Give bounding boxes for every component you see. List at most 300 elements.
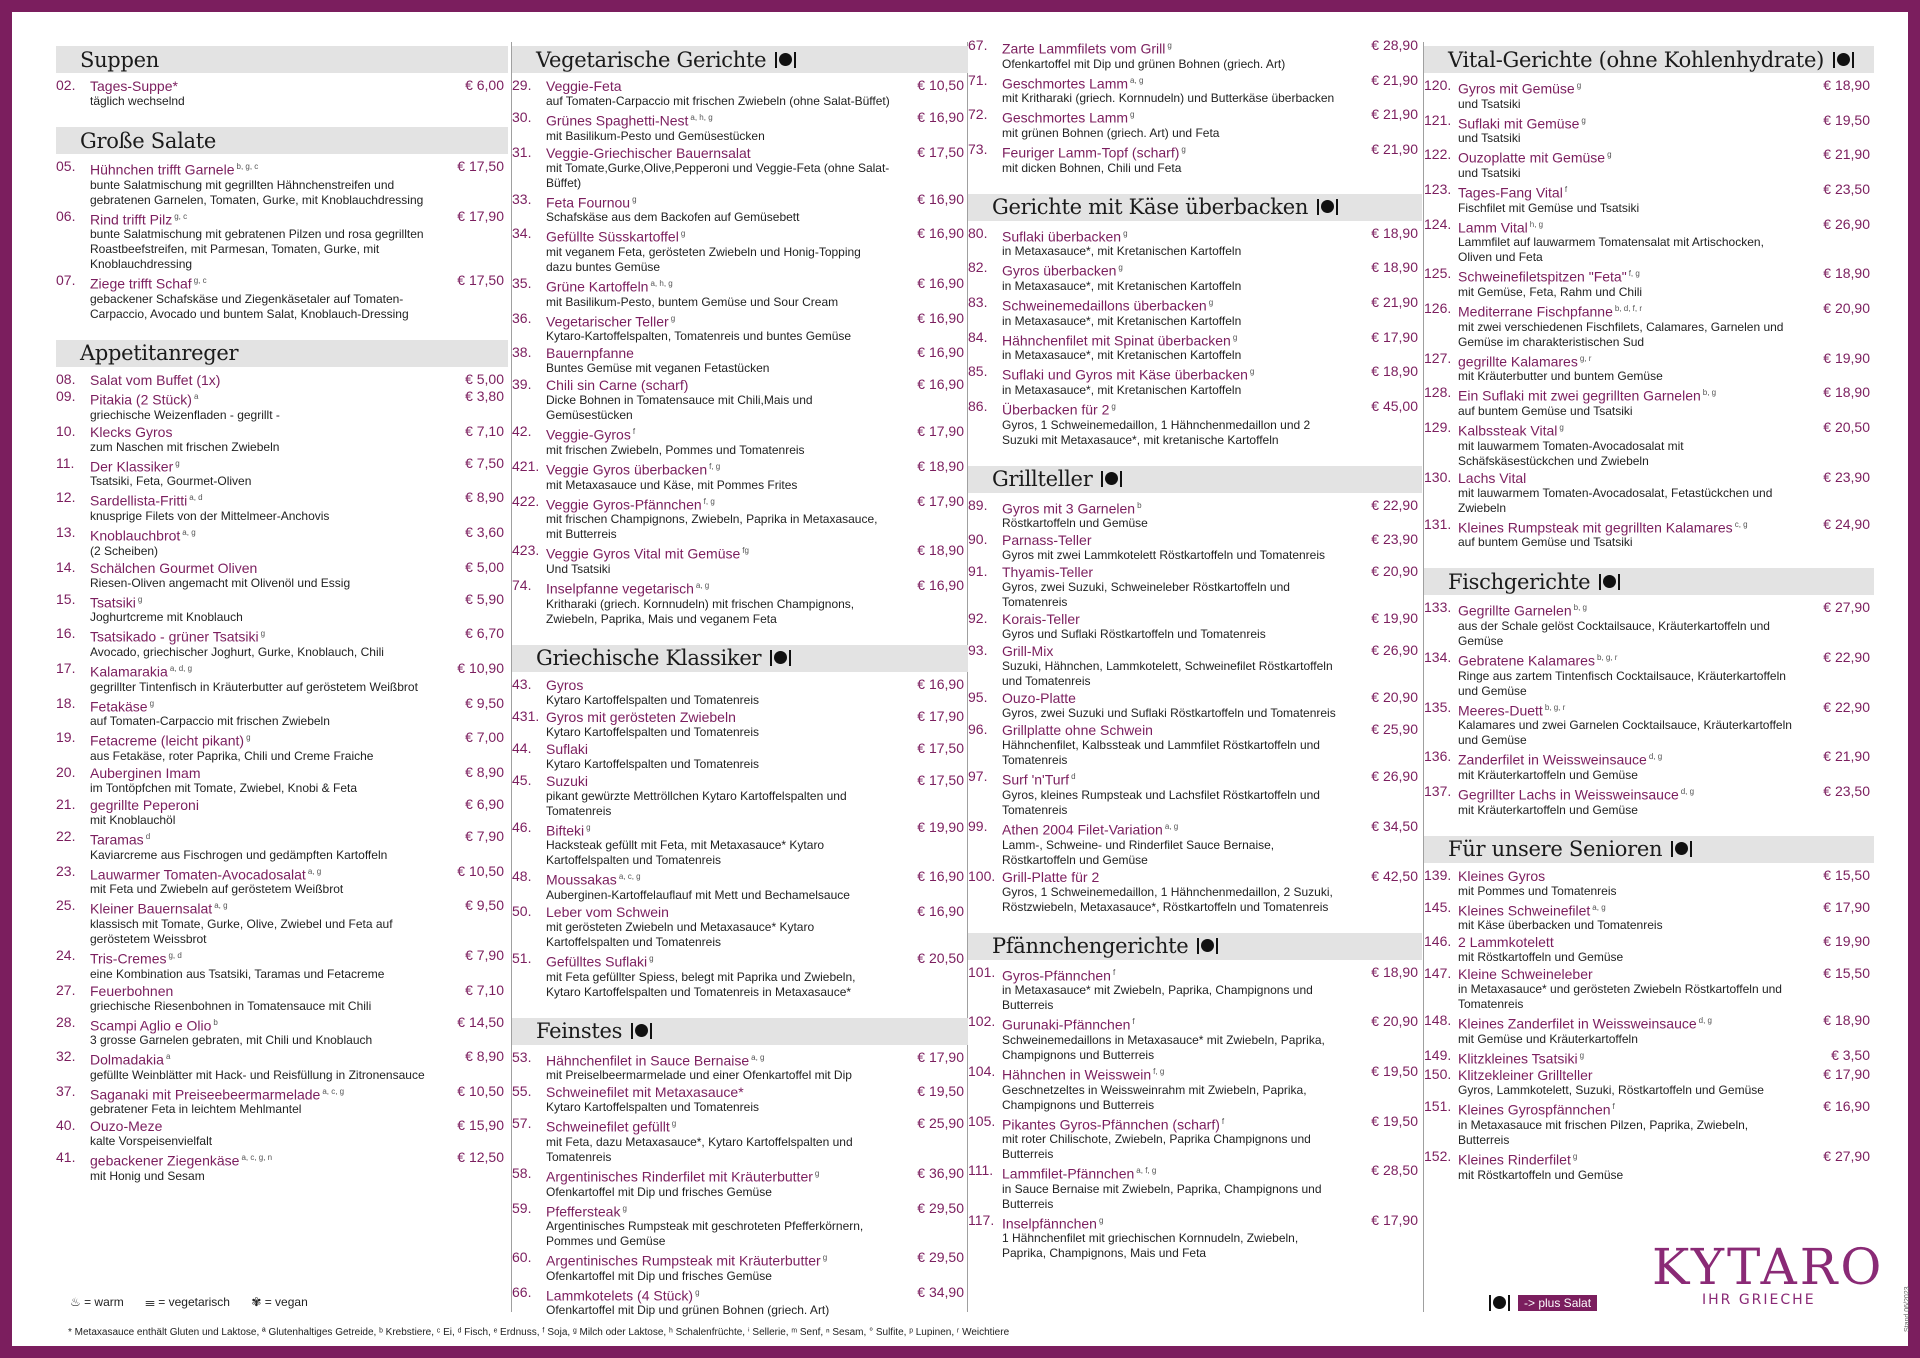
item-name-line xyxy=(546,741,890,757)
item-price: € 22,90 xyxy=(1823,648,1870,665)
item-body xyxy=(90,1049,430,1083)
item-number: 39. xyxy=(512,376,532,393)
item-name: Veggie-Feta xyxy=(546,78,622,94)
item-price: € 20,50 xyxy=(1823,418,1870,435)
plate-icon xyxy=(1832,51,1854,69)
item-number: 11. xyxy=(56,454,75,471)
item-description: in Metaxasauce*, mit Kretanischen Kartoffeln xyxy=(1002,382,1242,397)
section-header xyxy=(512,645,968,672)
menu-item xyxy=(56,525,508,559)
item-number: 139. xyxy=(1424,866,1452,883)
item-body xyxy=(546,377,890,423)
menu-item xyxy=(1424,900,1874,934)
allergen-marks: g xyxy=(1098,1215,1104,1225)
menu-item xyxy=(56,730,508,764)
item-number: 422. xyxy=(512,492,540,509)
menu-item xyxy=(56,424,508,455)
section-lamm xyxy=(968,38,1422,176)
item-name: Überbacken für 2 xyxy=(1002,401,1110,418)
plate-icon xyxy=(1196,937,1218,955)
item-body xyxy=(546,276,890,310)
item-price: € 20,90 xyxy=(1371,689,1418,706)
item-name-line xyxy=(90,159,430,178)
allergen-marks: g xyxy=(260,629,266,639)
allergen-marks: a xyxy=(165,1052,171,1062)
item-name-line xyxy=(90,273,430,292)
item-body xyxy=(546,741,890,772)
item-description: Avocado, griechischer Joghurt, Gurke, Knoblauch, Chili xyxy=(90,644,384,659)
allergen-marks: g xyxy=(1232,332,1238,342)
item-name: Inselpfännchen xyxy=(1002,1215,1097,1232)
item-description: mit Kräuterbutter und buntem Gemüse xyxy=(1458,369,1663,384)
item-number: 73. xyxy=(968,140,988,157)
menu-item xyxy=(968,73,1422,107)
item-price: € 10,50 xyxy=(457,1082,504,1099)
item-price: € 17,90 xyxy=(457,207,504,224)
item-number: 148. xyxy=(1424,1012,1452,1029)
allergen-marks: a, d xyxy=(189,493,203,503)
menu-item xyxy=(1424,217,1874,266)
item-body xyxy=(1458,700,1796,749)
item-number: 38. xyxy=(512,344,532,361)
item-name: Gyros überbacken xyxy=(1002,262,1117,279)
menu-item xyxy=(968,869,1422,915)
item-number: 17. xyxy=(56,659,76,676)
item-number: 149. xyxy=(1424,1046,1452,1063)
section-header xyxy=(512,1018,968,1045)
item-price: € 27,90 xyxy=(1823,1148,1870,1165)
allergen-marks: g xyxy=(137,594,143,604)
item-name-line xyxy=(1002,690,1344,706)
item-name-line xyxy=(1002,869,1344,885)
item-name: Salat vom Buffet (1x) xyxy=(90,371,221,388)
item-description: im Tontöpfchen mit Tomate, Zwiebel, Knobi & Feta xyxy=(90,780,358,795)
item-description: mit Feta, dazu Metaxasauce*, Kytaro Kartoffelspalten und Tomatenreis xyxy=(546,1134,853,1164)
item-number: 41. xyxy=(56,1149,76,1166)
item-name: Hähnchenfilet mit Spinat überbacken xyxy=(1002,332,1231,349)
item-name: Knoblauchbrot xyxy=(90,527,181,544)
item-name-line xyxy=(546,145,890,161)
allergen-marks: g xyxy=(1249,367,1255,377)
item-price: € 10,90 xyxy=(457,659,504,676)
menu-item xyxy=(56,864,508,898)
section-title: Feinstes xyxy=(536,1019,623,1044)
item-price: € 6,00 xyxy=(465,77,504,93)
item-description: Tsatsiki, Feta, Gourmet-Oliven xyxy=(90,474,252,489)
item-name: Klitzkleines Tsatsiki xyxy=(1458,1050,1578,1067)
allergen-marks: g xyxy=(1581,115,1586,125)
menu-item xyxy=(968,769,1422,818)
item-body xyxy=(90,1150,430,1184)
item-price: € 8,90 xyxy=(465,489,504,506)
item-body xyxy=(546,145,890,191)
item-number: 55. xyxy=(512,1083,532,1100)
item-body xyxy=(90,1118,430,1149)
item-name: Feta Fournou xyxy=(546,194,631,211)
item-description: in Metaxasauce*, mit Kretanischen Kartoffeln xyxy=(1002,278,1242,293)
item-body xyxy=(1002,611,1344,642)
plate-icon xyxy=(1316,198,1338,216)
item-name: Schweinemedaillons überbacken xyxy=(1002,297,1207,314)
item-price: € 16,90 xyxy=(1823,1098,1870,1115)
item-number: 13. xyxy=(56,523,76,540)
plate-icon xyxy=(1670,840,1692,858)
menu-item xyxy=(512,1084,968,1115)
item-price: € 19,90 xyxy=(1823,933,1870,950)
item-price: € 23,90 xyxy=(1823,468,1870,485)
item-body xyxy=(1458,650,1796,699)
item-price: € 19,50 xyxy=(1823,111,1870,128)
item-name-line xyxy=(1002,498,1344,517)
menu-item xyxy=(968,107,1422,141)
item-name-line xyxy=(546,1285,890,1304)
item-description: pikant gewürzte Mettröllchen Kytaro Kartoffelspalten und Tomatenreis xyxy=(546,788,847,818)
item-body xyxy=(90,592,430,626)
item-description: Suzuki, Hähnchen, Lammkotelett, Schweinefilet Röstkartoffeln und Tomatenreis xyxy=(1002,659,1333,689)
item-price: € 15,90 xyxy=(457,1117,504,1134)
item-number: 146. xyxy=(1424,933,1452,950)
menu-item xyxy=(1424,784,1874,818)
item-name-line xyxy=(90,626,430,645)
item-name: Thyamis-Teller xyxy=(1002,564,1094,581)
item-price: € 24,90 xyxy=(1823,515,1870,532)
item-name-line xyxy=(546,869,890,888)
item-name: Veggie Gyros-Pfännchen xyxy=(546,496,702,513)
menu-item xyxy=(968,1213,1422,1262)
item-name-line xyxy=(1002,1064,1344,1083)
allergen-marks: b, g, c xyxy=(236,162,259,171)
item-name: Geschmortes Lamm xyxy=(1002,75,1129,92)
item-number: 151. xyxy=(1424,1098,1452,1115)
menu-item xyxy=(512,951,968,1000)
item-number: 23. xyxy=(56,862,76,879)
item-name-line xyxy=(1458,420,1796,439)
item-number: 58. xyxy=(512,1164,532,1181)
item-name: Moussakas xyxy=(546,871,617,888)
item-description: griechische Weizenfladen - gegrillt - xyxy=(90,407,280,422)
item-number: 104. xyxy=(968,1062,996,1079)
legend-vegetarian: 𝍢 = vegetarisch xyxy=(145,1295,230,1309)
item-price: € 22,90 xyxy=(1823,698,1870,715)
item-body xyxy=(1002,142,1344,176)
allergen-marks: g xyxy=(1559,422,1564,432)
item-price: € 8,90 xyxy=(465,763,504,780)
item-price: € 7,90 xyxy=(465,946,504,963)
item-name-line xyxy=(1458,1149,1796,1168)
item-body xyxy=(1458,868,1796,899)
item-description: mit zwei verschiedenen Fischfilets, Calamares, Garnelen und Gemüse im charakteristischen Sud xyxy=(1458,319,1784,349)
item-price: € 21,90 xyxy=(1823,748,1870,765)
item-body xyxy=(546,904,890,950)
allergen-marks: d, g xyxy=(1698,1016,1712,1026)
item-description: in Sauce Bernaise mit Zwiebeln, Paprika, Champignons und Butterreis xyxy=(1002,1181,1322,1211)
menu-item xyxy=(512,145,968,191)
item-body xyxy=(546,1084,890,1115)
item-description: Schweinemedaillons in Metaxasauce* mit Zwiebeln, Paprika, Champignons und Butterreis xyxy=(1002,1032,1325,1062)
item-number: 57. xyxy=(512,1115,532,1132)
item-name-line xyxy=(1458,934,1796,950)
allergen-marks: d, g xyxy=(1648,752,1663,762)
item-body xyxy=(1002,330,1344,364)
item-number: 145. xyxy=(1424,898,1452,915)
allergen-marks: f, g xyxy=(1153,1066,1165,1076)
item-name-line xyxy=(90,1015,430,1034)
item-name-line xyxy=(1458,1013,1796,1032)
item-name: Hähnchen in Weisswein xyxy=(1002,1066,1152,1083)
menu-page xyxy=(12,12,1911,1346)
item-name: Pitakia (2 Stück) xyxy=(90,391,192,408)
item-name-line xyxy=(546,192,890,211)
item-body xyxy=(546,78,890,109)
item-price: € 36,90 xyxy=(917,1164,964,1181)
item-description: Kytaro Kartoffelspalten und Tomatenreis xyxy=(546,724,760,739)
section-header xyxy=(56,127,508,154)
allergen-marks: b, g, r xyxy=(1544,702,1566,712)
item-body xyxy=(1002,399,1344,448)
item-number: 105. xyxy=(968,1112,996,1129)
menu-item xyxy=(968,1114,1422,1163)
menu-item xyxy=(512,110,968,144)
section-senioren xyxy=(1424,836,1874,1183)
item-name: Tsatsikado - grüner Tsatsiki xyxy=(90,628,259,645)
item-body xyxy=(546,773,890,819)
section-header xyxy=(1424,836,1874,863)
item-name: Schweinefilet mit Metaxasauce* xyxy=(546,1084,744,1101)
item-price: € 17,50 xyxy=(917,771,964,788)
plate-icon xyxy=(1598,573,1620,591)
item-description: Geschnetzeltes in Weissweinrahm mit Zwiebeln, Paprika, Champignons und Butterreis xyxy=(1002,1082,1307,1112)
item-name-line xyxy=(1458,301,1796,320)
item-number: 101. xyxy=(968,963,996,980)
item-name-line xyxy=(1002,564,1344,580)
item-number: 96. xyxy=(968,721,988,738)
item-description: mit Röstkartoffeln und Gemüse xyxy=(1458,1167,1624,1182)
menu-item xyxy=(512,773,968,819)
menu-item xyxy=(512,494,968,543)
item-description: mit Knoblauchöl xyxy=(90,812,176,827)
item-number: 46. xyxy=(512,818,532,835)
item-price: € 6,70 xyxy=(465,625,504,642)
item-description: 3 grosse Garnelen gebraten, mit Chili und Knoblauch xyxy=(90,1033,373,1048)
allergen-marks: a, f, g xyxy=(1136,1166,1157,1176)
section-fisch xyxy=(1424,568,1874,817)
item-number: 133. xyxy=(1424,599,1452,616)
item-description: Gyros, zwei Suzuki, Schweineleber Röstkartoffeln und Tomatenreis xyxy=(1002,580,1290,610)
item-name: Kalamarakia xyxy=(90,663,168,680)
item-name: Suflaki mit Gemüse xyxy=(1458,115,1580,132)
item-body xyxy=(1002,965,1344,1014)
menu-item xyxy=(56,797,508,828)
allergen-marks: g xyxy=(695,1287,700,1297)
item-price: € 10,50 xyxy=(917,77,964,93)
item-body xyxy=(90,730,430,764)
item-number: 129. xyxy=(1424,418,1452,435)
item-price: € 20,90 xyxy=(1371,563,1418,580)
item-description: Kytaro Kartoffelspalten und Tomatenreis xyxy=(546,692,760,707)
item-name: Grill-Platte für 2 xyxy=(1002,868,1100,885)
item-number: 95. xyxy=(968,689,988,706)
item-number: 67. xyxy=(968,37,988,53)
item-body xyxy=(546,226,890,275)
menu-item xyxy=(512,424,968,458)
menu-item xyxy=(56,1150,508,1184)
item-name-line xyxy=(90,490,430,509)
item-name: Gyros mit Gemüse xyxy=(1458,80,1575,97)
item-body xyxy=(90,696,430,730)
allergen-marks: g xyxy=(622,1203,627,1213)
allergen-marks: a, g xyxy=(214,901,228,911)
item-price: € 17,90 xyxy=(917,707,964,724)
item-description: und Tsatsiki xyxy=(1458,131,1521,146)
item-name: Gyros mit 3 Garnelen xyxy=(1002,500,1136,517)
item-price: € 7,10 xyxy=(465,422,504,439)
item-body xyxy=(546,1050,890,1084)
item-number: 10. xyxy=(56,422,76,439)
item-price: € 16,90 xyxy=(917,576,964,593)
item-number: 72. xyxy=(968,106,988,123)
item-name: Lamm Vital xyxy=(1458,219,1528,236)
item-name: Suflaki und Gyros mit Käse überbacken xyxy=(1002,366,1248,383)
item-name-line xyxy=(1458,470,1796,486)
item-number: 02. xyxy=(56,77,76,93)
menu-item xyxy=(1424,1013,1874,1047)
item-body xyxy=(546,459,890,493)
section-header xyxy=(56,46,508,73)
item-name: Schälchen Gourmet Oliven xyxy=(90,559,258,576)
item-price: € 15,50 xyxy=(1823,965,1870,982)
section-header xyxy=(1424,568,1874,595)
item-body xyxy=(546,578,890,627)
menu-item xyxy=(56,948,508,982)
item-description: auf buntem Gemüse und Tsatsiki xyxy=(1458,535,1633,550)
item-name-line xyxy=(1002,260,1344,279)
item-price: € 26,90 xyxy=(1371,768,1418,785)
item-description: knusprige Filets von der Mittelmeer-Anchovis xyxy=(90,508,330,523)
allergen-marks: a, c, g xyxy=(322,1086,345,1096)
section-appetit xyxy=(56,340,508,1184)
item-price: € 28,50 xyxy=(1371,1162,1418,1179)
item-name: gebackener Ziegenkäse xyxy=(90,1153,240,1170)
item-name-line xyxy=(1458,113,1796,132)
item-description: Röstkartoffeln und Gemüse xyxy=(1002,516,1148,531)
menu-column-2 xyxy=(512,46,968,1336)
allergen-marks: g xyxy=(814,1168,820,1178)
item-number: 30. xyxy=(512,109,532,125)
item-number: 14. xyxy=(56,558,76,575)
allergen-marks: g xyxy=(1572,1152,1578,1162)
item-description: Kalamares und zwei Garnelen Cocktailsauce, Kräuterkartoffeln und Gemüse xyxy=(1458,718,1792,748)
item-price: € 17,50 xyxy=(917,143,964,160)
item-body xyxy=(1002,107,1344,141)
item-body xyxy=(90,797,430,828)
item-name: Feuriger Lamm-Topf (scharf) xyxy=(1002,144,1180,161)
plate-icon xyxy=(1100,470,1122,488)
item-name: Saganaki mit Preiseebeermarmelade xyxy=(90,1086,321,1103)
menu-item xyxy=(56,273,508,322)
item-number: 100. xyxy=(968,867,996,884)
item-price: € 3,80 xyxy=(465,387,504,404)
item-body xyxy=(546,869,890,903)
item-name-line xyxy=(1458,749,1796,768)
menu-item xyxy=(968,564,1422,610)
item-number: 22. xyxy=(56,827,76,844)
allergen-marks: d, g xyxy=(1680,786,1695,796)
item-name: Kleine Schweineleber xyxy=(1458,966,1593,983)
item-body xyxy=(546,494,890,543)
item-price: € 29,50 xyxy=(917,1199,964,1216)
menu-item xyxy=(1424,700,1874,749)
item-name: gegrillte Peperoni xyxy=(90,796,199,813)
item-description: Buntes Gemüse mit veganen Fetastücken xyxy=(546,361,770,376)
item-price: € 16,90 xyxy=(917,902,964,919)
item-name-line xyxy=(90,456,430,475)
item-name: Inselpfanne vegetarisch xyxy=(546,580,694,597)
item-number: 131. xyxy=(1424,515,1452,532)
menu-item xyxy=(1424,470,1874,516)
allergen-marks: g xyxy=(670,313,676,323)
section-title: Vital-Gerichte (ohne Kohlenhydrate) xyxy=(1448,47,1824,72)
item-price: € 26,90 xyxy=(1823,215,1870,232)
item-body xyxy=(1002,869,1344,915)
item-number: 92. xyxy=(968,610,988,627)
menu-item xyxy=(1424,868,1874,899)
item-name-line xyxy=(546,1201,890,1220)
item-description: mit Basilikum-Pesto, buntem Gemüse und Sour Cream xyxy=(546,294,839,309)
item-body xyxy=(546,1250,890,1284)
item-name: Hähnchenfilet in Sauce Bernaise xyxy=(546,1052,750,1069)
item-body xyxy=(90,456,430,490)
section-title: Vegetarische Gerichte xyxy=(536,47,767,72)
item-description: Gyros, 1 Schweinemedaillon, 1 Hähnchenmedaillon, 2 Suzuki, Röstzwiebeln, Metaxasauce*, Röstkartoffeln und Tomatenreis xyxy=(1002,884,1333,914)
symbol-legend xyxy=(70,1293,326,1314)
item-description: mit dicken Bohnen, Chili und Feta xyxy=(1002,160,1182,175)
item-body xyxy=(1458,420,1796,469)
menu-item xyxy=(1424,351,1874,385)
item-name: Kleines Rumpsteak mit gegrillten Kalamares xyxy=(1458,519,1733,536)
item-number: 99. xyxy=(968,817,988,834)
menu-item xyxy=(968,722,1422,768)
menu-item xyxy=(512,459,968,493)
item-price: € 8,90 xyxy=(465,1048,504,1065)
item-name-line xyxy=(1458,147,1796,166)
item-description: kalte Vorspeisenvielfalt xyxy=(90,1134,213,1149)
item-body xyxy=(90,1084,430,1118)
item-number: 135. xyxy=(1424,698,1452,715)
allergen-marks: d xyxy=(145,831,151,841)
item-name-line xyxy=(546,494,890,513)
allergen-marks: f, g xyxy=(703,496,715,506)
item-body xyxy=(1002,1114,1344,1163)
item-description: gebratener Feta in leichtem Mehlmantel xyxy=(90,1102,302,1117)
allergen-marks: c, g xyxy=(1734,519,1748,529)
menu-item xyxy=(968,819,1422,868)
item-name-line xyxy=(1002,722,1344,738)
item-description: Fischfilet mit Gemüse und Tsatsiki xyxy=(1458,200,1640,215)
item-number: 121. xyxy=(1424,111,1452,128)
item-price: € 17,90 xyxy=(1371,1211,1418,1228)
menu-item xyxy=(1424,182,1874,216)
menu-item xyxy=(512,1201,968,1250)
item-number: 130. xyxy=(1424,468,1452,485)
item-price: € 19,90 xyxy=(917,818,964,835)
item-number: 152. xyxy=(1424,1148,1452,1165)
item-name: Kleiner Bauernsalat xyxy=(90,900,213,917)
item-number: 86. xyxy=(968,397,988,414)
section-title: Griechische Klassiker xyxy=(536,646,762,671)
item-description: in Metaxasauce*, mit Kretanischen Kartoffeln xyxy=(1002,348,1242,363)
item-body xyxy=(546,709,890,740)
item-name-line xyxy=(546,226,890,245)
